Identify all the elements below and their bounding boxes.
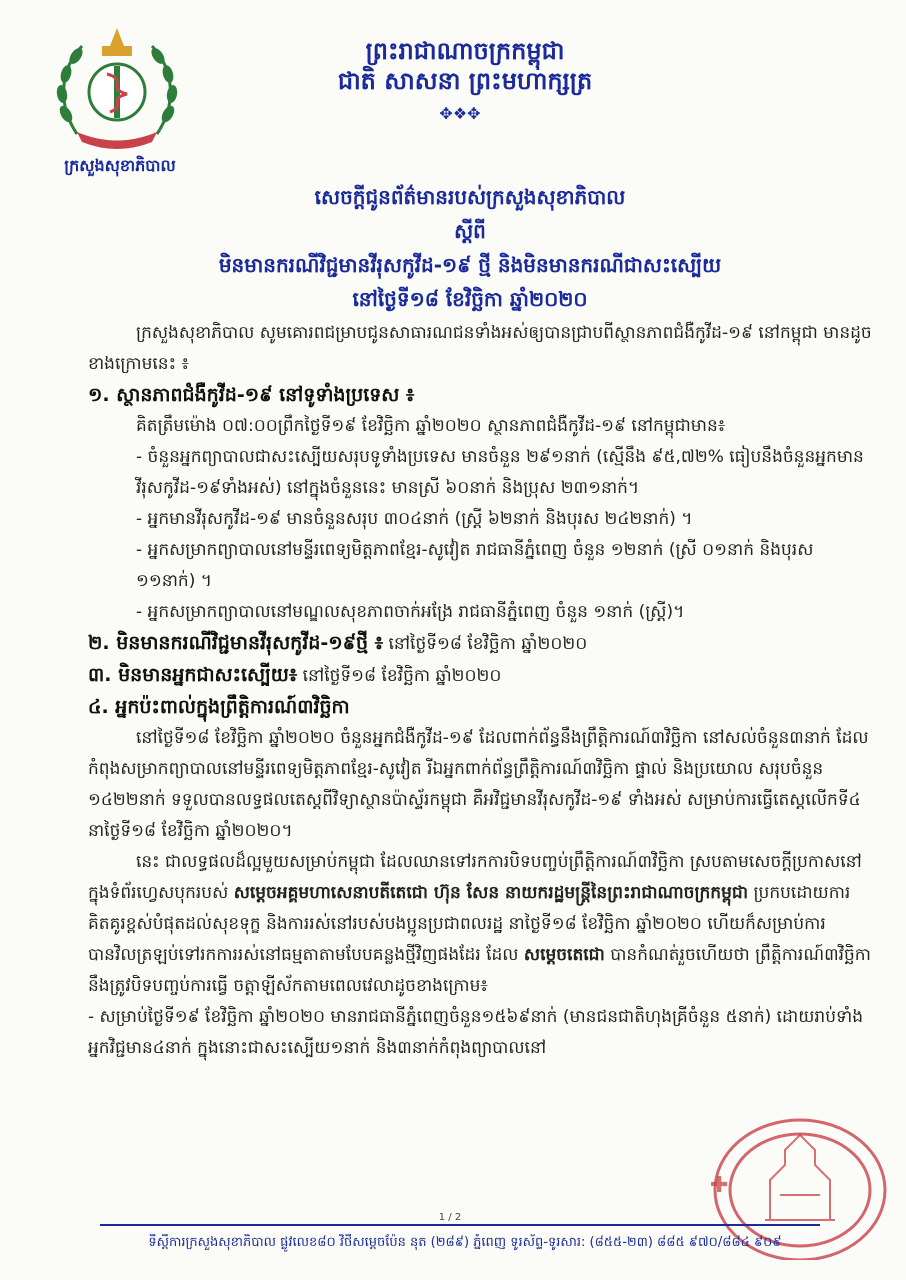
svg-text:✚: ✚: [710, 1173, 729, 1198]
title-line-3: មិនមានករណីវិជ្ជមានវីរុសកូវីដ-១៩ ថ្មី និងមិនមានករណីជាសះស្បើយ: [218, 253, 722, 277]
section-3: [88, 660, 878, 692]
kingdom-name: ព្រះរាជាណាចក្រកម្ពុជា: [365, 37, 565, 65]
ministry-logo: [52, 24, 182, 154]
section-4-paragraph-2-c: បានកំណត់រួចហើយថា ព្រឹត្តិការណ៍៣វិច្ឆិកា នឹងត្រូវបិទបញ្ចប់ការធ្វើ ចត្តាឡីស័កតាមពេលវេលាដូចខាងក្រោម៖: [88, 945, 871, 996]
footer-address: ទីស្តីការក្រសួងសុខាភិបាល ផ្លូវលេខ៨០ វិថីសម្តេចប៉ែន នុត (២៨៩) ភ្នំពេញ ទូរស័ព្ទ-ទូរសារ: (៨៥៥-២៣) ៨៨៥ ៩៧០/៨៨៤ ៩០៩: [148, 1235, 782, 1250]
section-4-heading: ៤. អ្នកប៉ះពាល់ក្នុងព្រឹត្តិការណ៍៣វិច្ឆិកា: [88, 696, 350, 718]
page-number: 1 / 2: [438, 1212, 462, 1223]
section-4-paragraph-2: [88, 847, 878, 1002]
footer-divider: [100, 1224, 820, 1226]
title-line-2: ស្តីពី: [454, 219, 486, 243]
document-body: [88, 318, 878, 1064]
ornament: ✥❖✥: [439, 104, 481, 123]
intro-paragraph: ក្រសួងសុខាភិបាល សូមគោរពជម្រាបជូនសាធារណជនទាំងអស់ឲ្យបានជ្រាបពីស្ថានភាពជំងឺកូវីដ-១៩ នៅកម្ពុជា មានដូចខាងក្រោមនេះ ៖: [88, 323, 872, 374]
samdech-techo: សម្តេចតេជោ: [523, 945, 605, 965]
section-1-bullet-3: - អ្នកសម្រាកព្យាបាលនៅមន្ទីរពេទ្យមិត្តភាពខ្មែរ-សូវៀត រាជធានីភ្នំពេញ ចំនួន ១២នាក់ (ស្រី ០១នាក់ និងបុរស ១១នាក់) ។: [136, 540, 814, 591]
section-1-bullet-4: - អ្នកសម្រាកព្យាបាលនៅមណ្ឌលសុខភាពចាក់អង្រែ រាជធានីភ្នំពេញ ចំនួន ១នាក់ (ស្ត្រី)។: [136, 602, 685, 622]
section-4-paragraph-2-a: នេះ ជាលទ្ធផលដ៏ល្អមួយសម្រាប់កម្ពុជា ដែលឈានទៅរកការបិទបញ្ចប់ព្រឹត្តិការណ៍៣វិច្ឆិកា ស្របតាមសេចក្តីប្រកាសនៅក្នុងទំព័រហ្វេសបុករបស់: [88, 852, 862, 903]
national-motto: ជាតិ សាសនា ព្រះមហាក្សត្រ: [337, 67, 593, 95]
section-3-heading: ៣. មិនមានអ្នកជាសះស្បើយ៖: [88, 664, 298, 686]
section-1-bullet-2: - អ្នកមានវីរុសកូវីដ-១៩ មានចំនួនសរុប ៣០៤នាក់ (ស្ត្រី ៦២នាក់ និងបុរស ២៤២នាក់) ។: [136, 509, 693, 529]
title-line-4: នៅថ្ងៃទី១៨ ខែវិច្ឆិកា ឆ្នាំ២០២០: [352, 287, 588, 311]
section-4-paragraph-2-b: ប្រកបដោយការគិតគូរខ្ពស់បំផុតដល់សុខទុក្ខ និងការរស់នៅរបស់បងប្អូនប្រជាពលរដ្ឋ នាថ្ងៃទី១៨ ខែវិច្ឆិកា ឆ្នាំ២០២០ ហើយក៏សម្រាប់ការបានវិលត្រឡប់ទៅរកការរស់នៅធម្មតាតាមបែបគន្លងថ្មីវិញផងដែរ ដែល: [88, 883, 851, 965]
section-1-lead: គិតត្រឹមម៉ោង ០៧:០០ព្រឹកថ្ងៃទី១៩ ខែវិច្ឆិកា ឆ្នាំ២០២០ ស្ថានភាពជំងឺកូវីដ-១៩ នៅកម្ពុជាមាន៖: [136, 416, 726, 436]
section-1-bullet-1: - ចំនួនអ្នកព្យាបាលជាសះស្បើយសរុបទូទាំងប្រទេស មានចំនួន ២៩១នាក់ (ស្មើនឹង ៩៥,៧២% ធៀបនឹងចំនួនអ្នកមានវីរុសកូវីដ-១៩ទាំងអស់) នៅក្នុងចំនួននេះ មានស្រី ៦០នាក់ និងប្រុស ២៣១នាក់។: [136, 447, 864, 498]
section-2-heading: ២. មិនមានករណីវិជ្ជមានវីរុសកូវីដ-១៩ថ្មី ៖: [88, 632, 384, 654]
kingdom-header: [300, 36, 630, 96]
pm-name: សម្តេចអគ្គមហាសេនាបតីតេជោ ហ៊ុន សែន នាយករដ្ឋមន្ត្រីនៃព្រះរាជាណាចក្រកម្ពុជា: [233, 883, 749, 903]
section-4-bullet-1: - សម្រាប់ថ្ងៃទី១៩ ខែវិច្ឆិកា ឆ្នាំ២០២០ មានរាជធានីភ្នំពេញចំនួន១៥៦៩នាក់ (មានជនជាតិហុងគ្រីចំនួន ៥នាក់) ដោយរាប់ទាំងអ្នកវិជ្ជមាន៤នាក់ ក្នុងនោះជាសះស្បើយ១នាក់ និង៣នាក់កំពុងព្យាបាលនៅ: [88, 1007, 863, 1058]
section-1-heading: ១. ស្ថានភាពជំងឺកូវីដ-១៩ នៅទូទាំងប្រទេស ៖: [88, 384, 415, 406]
document-title: [120, 180, 820, 316]
title-line-1: សេចក្តីជូនព័ត៌មានរបស់ក្រសួងសុខាភិបាល: [314, 185, 626, 209]
ministry-name: ក្រសួងសុខាភិបាល: [64, 156, 176, 175]
section-2: [88, 628, 878, 660]
section-2-text: នៅថ្ងៃទី១៨ ខែវិច្ឆិកា ឆ្នាំ២០២០: [383, 634, 588, 654]
section-3-text: នៅថ្ងៃទី១៨ ខែវិច្ឆិកា ឆ្នាំ២០២០: [297, 666, 502, 686]
section-4-paragraph-1: នៅថ្ងៃទី១៨ ខែវិច្ឆិកា ឆ្នាំ២០២០ ចំនួនអ្នកជំងឺកូវីដ-១៩ ដែលពាក់ព័ន្ធនឹងព្រឹត្តិការណ៍៣វិច្ឆិកា នៅសល់ចំនួន៣នាក់ ដែលកំពុងសម្រាកព្យាបាលនៅមន្ទីរពេទ្យមិត្តភាពខ្មែរ-សូវៀត រីឯអ្នកពាក់ព័ន្ធព្រឹត្តិការណ៍៣វិច្ឆិកា ផ្ទាល់ និងប្រយោល សរុបចំនួន ១៤២២នាក់ ទទួលបានលទ្ធផលតេស្តពីវិទ្យាស្ថានប៉ាស្ទ័រកម្ពុជា គឺអវិជ្ជមានវីរុសកូវីដ-១៩ ទាំងអស់ សម្រាប់ការធ្វើតេស្តលើកទី៤ នាថ្ងៃទី១៨ ខែវិច្ឆិកា ឆ្នាំ២០២០។: [88, 728, 869, 841]
